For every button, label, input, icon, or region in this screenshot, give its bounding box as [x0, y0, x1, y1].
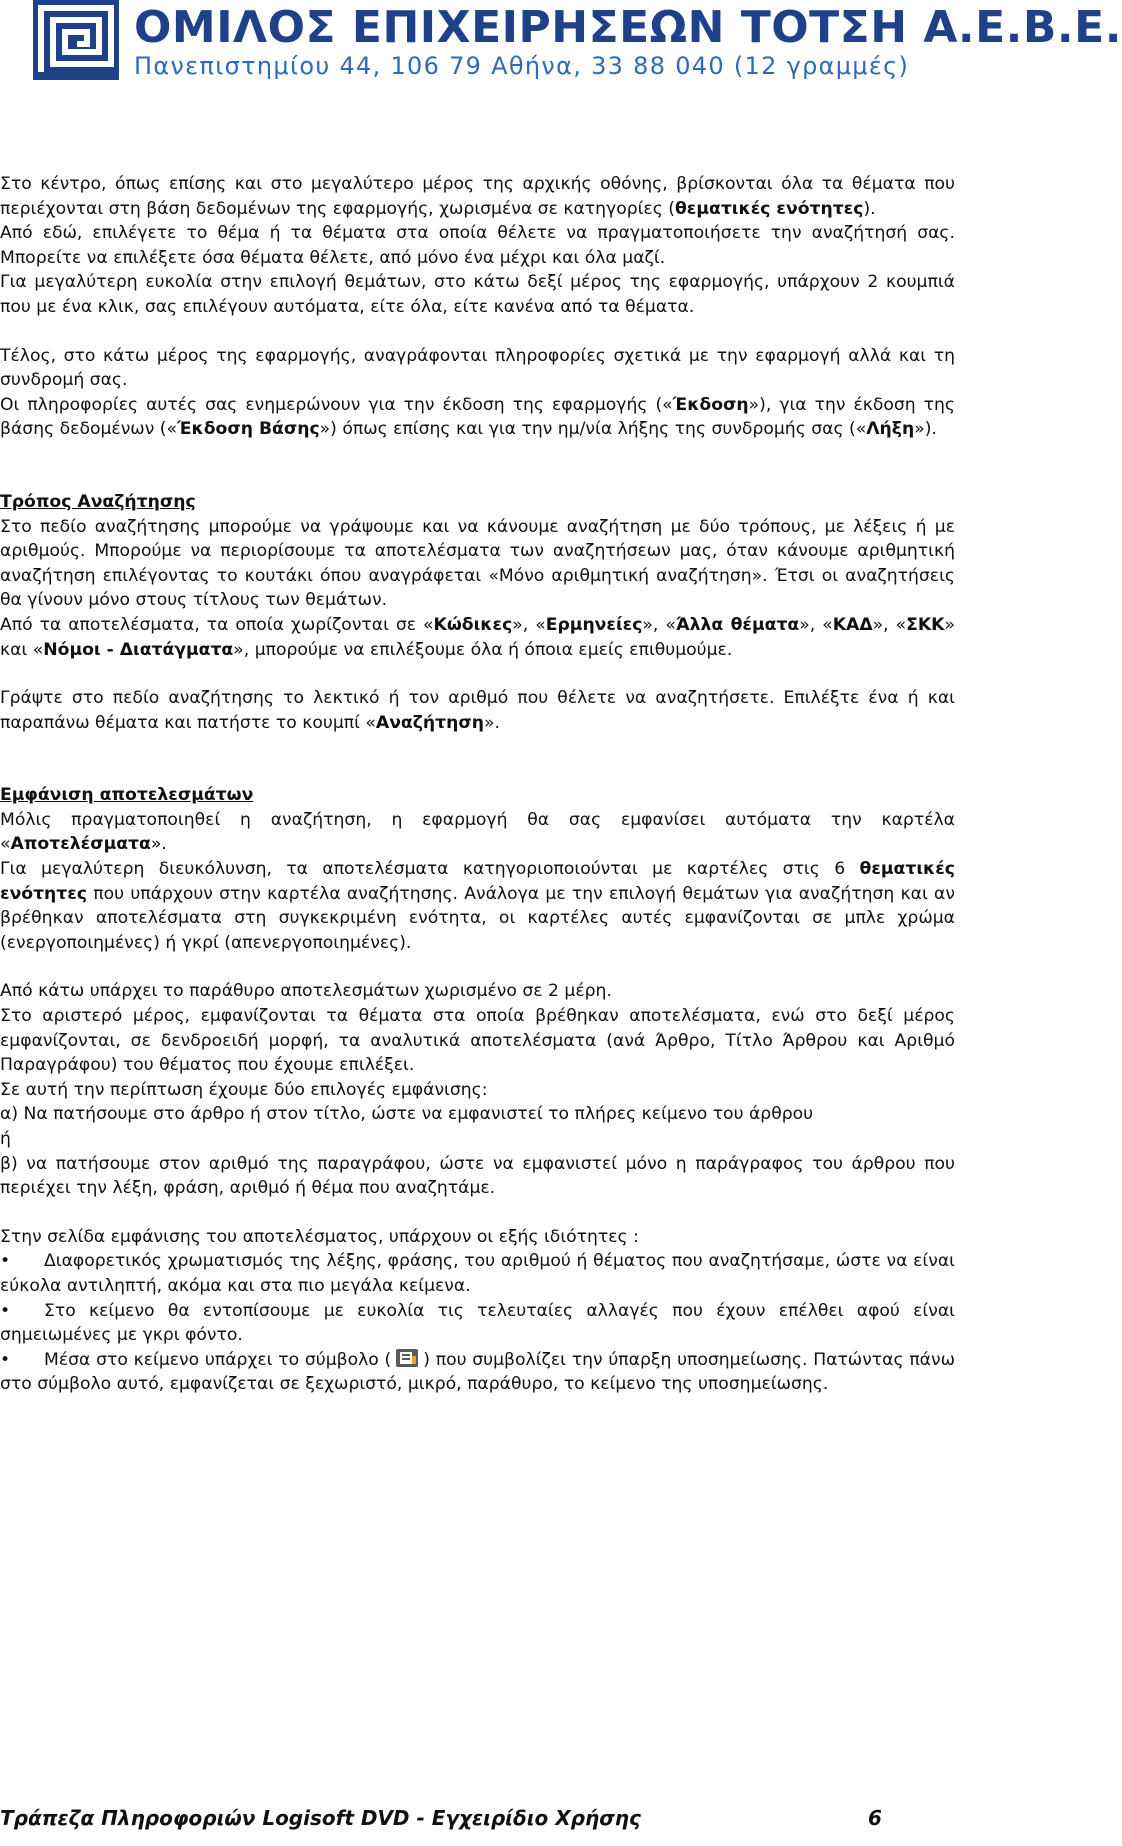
text: », « — [799, 614, 833, 635]
text: ». — [150, 834, 167, 855]
text: »). — [914, 419, 937, 440]
document-body — [0, 172, 955, 1397]
text: Στο κείμενο θα εντοπίσουμε με ευκολία τις τελευταίες αλλαγές που έχουν επέλθει αφού είναι σημειωμένες με γκρι φόντο. — [0, 1300, 955, 1346]
list-item — [0, 1249, 955, 1298]
bold-text: Άλλα θέματα — [675, 614, 800, 635]
paragraph: Τέλος, στο κάτω μέρος της εφαρμογής, αναγράφονται πληροφορίες σχετικά με την εφαρμογή αλλά και τη συνδρομή σας. — [0, 345, 955, 391]
section-heading: Τρόπος Αναζήτησης — [0, 491, 196, 512]
bullet-icon: • — [0, 1251, 11, 1272]
text: που υπάρχουν στην καρτέλα αναζήτησης. Ανάλογα με την επιλογή θεμάτων για αναζήτηση και αν βρέθηκαν αποτελέσματα στη συγκεκριμένη ενότητα, οι καρτέλες αυτές εμφανίζονται σε μπλε χρώμα (ενεργοποιημένες) ή γκρί (απενεργοποιημένες). — [0, 883, 955, 953]
paragraph: α) Να πατήσουμε στο άρθρο ή στον τίτλο, ώστε να εμφανιστεί το πλήρες κείμενο του άρθρου — [0, 1104, 814, 1125]
text: Οι πληροφορίες αυτές σας ενημερώνουν για την έκδοση της εφαρμογής (« — [0, 394, 673, 415]
text: Μέσα στο κείμενο υπάρχει το σύμβολο ( — [44, 1349, 392, 1370]
paragraph — [0, 393, 955, 442]
bold-text: Έκδοση Βάσης — [176, 419, 320, 440]
text: ». — [483, 712, 500, 733]
text: ) που συμβολίζει την ύπαρξη υποσημείωσης. Πατώντας πάνω στο σύμβολο αυτό, εμφανίζεται σε ξεχωριστό, μικρό, παράθυρο, το κείμενο της υποσημείωσης. — [0, 1349, 955, 1395]
page-header — [0, 0, 1122, 88]
paragraph — [0, 686, 955, 735]
text: », « — [872, 614, 907, 635]
greek-key-logo-icon — [33, 0, 119, 80]
text: Από τα αποτελέσματα, τα οποία χωρίζονται σε « — [0, 614, 434, 635]
paragraph — [0, 172, 955, 221]
page-number: 6 — [868, 1806, 882, 1830]
company-address: Πανεπιστημίου 44, 106 79 Αθήνα, 33 88 040 (12 γραμμές) — [134, 52, 910, 80]
bold-text: ΚΑΔ — [832, 614, 873, 635]
bold-text: Νόμοι - Διατάγματα — [43, 639, 234, 660]
paragraph: Από κάτω υπάρχει το παράθυρο αποτελεσμάτων χωρισμένο σε 2 μέρη. — [0, 981, 612, 1002]
text: ). — [863, 198, 876, 219]
paragraph: Για μεγαλύτερη ευκολία στην επιλογή θεμάτων, στο κάτω δεξί μέρος της εφαρμογής, υπάρχουν 2 κουμπιά που με ένα κλικ, σας επιλέγουν αυτόματα, είτε όλα, είτε κανένα από τα θέματα. — [0, 272, 955, 317]
company-name: ΟΜΙΛΟΣ ΕΠΙΧΕΙΡΗΣΕΩΝ ΤΟΤΣΗ Α.Ε.Β.Ε. — [134, 2, 1122, 53]
text: Μόλις πραγματοποιηθεί η αναζήτηση, η εφαρμογή θα σας εμφανίσει αυτόματα την καρτέλα « — [0, 809, 955, 855]
bold-text: θεματικές ενότητες — [674, 198, 864, 219]
bullet-icon: • — [0, 1349, 11, 1370]
list-item — [0, 1299, 955, 1348]
paragraph — [0, 808, 955, 857]
footer-title: Τράπεζα Πληροφοριών Logisoft DVD - Εγχειρίδιο Χρήσης — [0, 1806, 641, 1830]
footnote-icon — [395, 1348, 419, 1368]
page-footer — [0, 1806, 900, 1830]
text: »), για την έκδοση της βάσης δεδομένων (« — [0, 394, 955, 440]
paragraph: Από εδώ, επιλέγετε το θέμα ή τα θέματα στα οποία θέλετε να πραγματοποιήσετε την αναζήτησή σας. Μπορείτε να επιλέξετε όσα θέματα θέλετε, από μόνο ένα μέχρι και όλα μαζί. — [0, 223, 955, 268]
bold-text: Έκδοση — [672, 394, 749, 415]
text: », « — [512, 614, 546, 635]
bold-text: θεματικές ενότητες — [0, 859, 955, 904]
text: Στο κέντρο, όπως επίσης και στο μεγαλύτερο μέρος της αρχικής οθόνης, βρίσκονται όλα τα θέματα που περιέχονται στη βάση δεδομένων της εφαρμογής, χωρισμένα σε κατηγορίες ( — [0, 174, 955, 219]
paragraph — [0, 613, 955, 662]
text: » και « — [0, 614, 956, 660]
text: ») όπως επίσης και για την ημ/νία λήξης της συνδρομής σας (« — [319, 419, 867, 440]
bold-text: Λήξη — [866, 419, 915, 440]
paragraph: ή — [0, 1129, 11, 1149]
paragraph: Σε αυτή την περίπτωση έχουμε δύο επιλογές εμφάνισης: — [0, 1079, 488, 1100]
bold-text: ΣΚΚ — [906, 614, 945, 635]
bold-text: Αποτελέσματα — [10, 834, 151, 855]
paragraph: Στο πεδίο αναζήτησης μπορούμε να γράψουμε και να κάνουμε αναζήτηση με δύο τρόπους, με λέξεις ή με αριθμούς. Μπορούμε να περιορίσουμε τα αποτελέσματα των αναζητήσεων μας, όταν κάνουμε αριθμητική αναζήτηση επιλέγοντας το κουτάκι όπου αναγράφεται «Μόνο αριθμητική αναζήτηση». Έτσι οι αναζητήσεις θα γίνουν μόνο στους τίτλους των θεμάτων. — [0, 516, 955, 611]
paragraph: β) να πατήσουμε στον αριθμό της παραγράφου, ώστε να εμφανιστεί μόνο η παράγραφος του άρθρου που περιέχει την λέξη, φράση, αριθμό ή θέμα που αναζητάμε. — [0, 1153, 955, 1199]
text: », μπορούμε να επιλέξουμε όλα ή όποια εμείς επιθυμούμε. — [233, 639, 733, 660]
bold-text: Ερμηνείες — [545, 614, 643, 635]
bullet-icon: • — [0, 1300, 11, 1321]
bold-text: Αναζήτηση — [375, 712, 484, 733]
text: », « — [642, 614, 676, 635]
paragraph: Στην σελίδα εμφάνισης του αποτελέσματος, υπάρχουν οι εξής ιδιότητες : — [0, 1226, 639, 1247]
paragraph — [0, 857, 955, 955]
paragraph: Στο αριστερό μέρος, εμφανίζονται τα θέματα στα οποία βρέθηκαν αποτελέσματα, ενώ στο δεξί μέρος εμφανίζονται, σε δενδροειδή μορφή, τα αναλυτικά αποτελέσματα (ανά Άρθρο, Τίτλο Άρθρου και Αριθμό Παραγράφου) του θέματος που έχουμε επιλέξει. — [0, 1006, 955, 1076]
list-item — [0, 1348, 955, 1397]
bold-text: Κώδικες — [433, 614, 513, 635]
text: Για μεγαλύτερη διευκόλυνση, τα αποτελέσματα κατηγοριοποιούνται με καρτέλες στις 6 — [0, 859, 860, 880]
text: Γράψτε στο πεδίο αναζήτησης το λεκτικό ή τον αριθμό που θέλετε να αναζητήσετε. Επιλέξτε ένα ή και παραπάνω θέματα και πατήστε το κουμπί « — [0, 688, 955, 733]
section-heading: Εμφάνιση αποτελεσμάτων — [0, 785, 254, 806]
text: Διαφορετικός χρωματισμός της λέξης, φράσης, του αριθμού ή θέματος που αναζητήσαμε, ώστε να είναι εύκολα αντιληπτή, ακόμα και στα πιο μεγάλα κείμενα. — [0, 1251, 955, 1296]
